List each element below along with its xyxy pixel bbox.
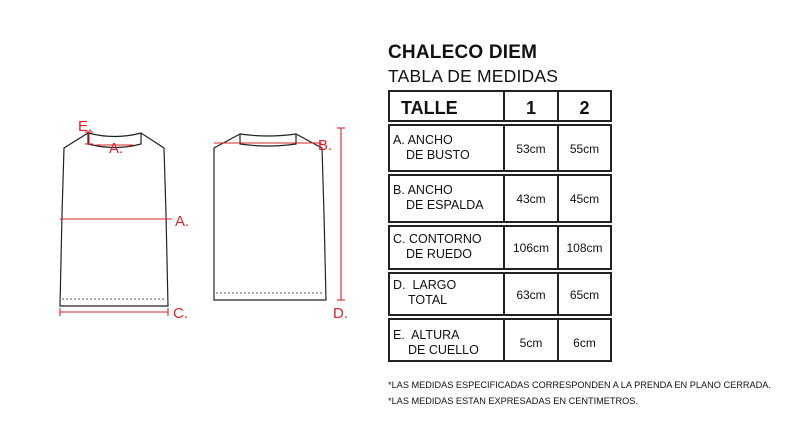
measurement-labels	[78, 118, 348, 322]
back-body-outline	[214, 134, 326, 300]
table-row-b-label-cell	[388, 174, 505, 223]
footnote-2: *LAS MEDIDAS ESTAN EXPRESADAS EN CENTIMETROS.	[388, 396, 638, 406]
row-b-value-2: 45cm	[569, 192, 600, 206]
table-row-b-size-2	[557, 174, 612, 223]
row-d-label-line1: D. LARGO	[393, 278, 457, 292]
table-row-a-size-2	[557, 124, 612, 172]
row-a-label-line1: A. ANCHO	[393, 133, 453, 147]
row-c-label-line1: C. CONTORNO	[393, 232, 482, 246]
table-row-c-label-cell	[388, 225, 505, 270]
table-row-d-label-cell	[388, 272, 505, 316]
row-e-label-line2: DE CUELLO	[408, 343, 479, 357]
table-row-c-size-1	[503, 225, 559, 270]
row-b-value-1: 43cm	[516, 192, 546, 206]
measurement-lines	[60, 128, 345, 316]
figure-label-d: D.	[333, 305, 348, 322]
footnote-1: *LAS MEDIDAS ESPECIFICADAS CORRESPONDEN A LA PRENDA EN PLANO CERRADA.	[388, 380, 771, 390]
row-a-label-line2: DE BUSTO	[406, 148, 470, 162]
garment-measurement-diagram	[0, 0, 360, 431]
row-e-value-1: 5cm	[519, 336, 543, 350]
header-label: TALLE	[401, 98, 458, 118]
table-row-a-size-1	[503, 124, 559, 172]
row-e-value-2: 6cm	[573, 336, 596, 350]
row-d-value-2: 65cm	[569, 288, 600, 302]
table-row-c-size-2	[557, 225, 612, 270]
table-row-b-size-1	[503, 174, 559, 223]
header-size-1: 1	[525, 98, 536, 118]
figure-label-a: A.	[175, 213, 190, 230]
table-row-e-size-1	[503, 318, 559, 362]
row-a-value-1: 53cm	[516, 142, 546, 156]
table-row-a-label-cell	[388, 124, 505, 172]
figure-label-c: C.	[173, 305, 188, 322]
figure-label-b: B.	[318, 137, 333, 154]
row-c-value-2: 108cm	[566, 241, 603, 255]
footnotes	[388, 377, 771, 409]
product-title: CHALECO DIEM	[388, 42, 538, 63]
row-e-label	[393, 328, 479, 358]
table-row-e-size-2	[557, 318, 612, 362]
row-a-label	[393, 133, 470, 163]
row-e-label-line1: E. ALTURA	[393, 328, 460, 342]
row-d-label-line2: TOTAL	[408, 293, 448, 307]
figure-label-e: E.	[78, 118, 93, 135]
header-size-1-cell	[503, 90, 559, 122]
header-size-2: 2	[579, 98, 590, 118]
row-a-value-2: 55cm	[569, 142, 600, 156]
table-row-d-size-1	[503, 272, 559, 316]
vest-back-view	[214, 134, 326, 300]
row-c-value-1: 106cm	[512, 241, 550, 255]
row-d-label	[393, 278, 456, 308]
table-row-e-label-cell	[388, 318, 505, 362]
row-b-label-line1: B. ANCHO	[393, 183, 453, 197]
row-b-label	[393, 183, 484, 213]
table-title: TABLA DE MEDIDAS	[388, 66, 559, 86]
row-c-label-line2: DE RUEDO	[406, 247, 472, 261]
header-size-2-cell	[557, 90, 612, 122]
row-d-value-1: 63cm	[516, 288, 546, 302]
header-label-cell	[388, 90, 505, 122]
row-c-label	[393, 232, 482, 262]
row-b-label-line2: DE ESPALDA	[406, 198, 484, 212]
table-row-d-size-2	[557, 272, 612, 316]
figure-label-a-neck: A.	[109, 140, 124, 157]
size-table	[388, 90, 612, 362]
